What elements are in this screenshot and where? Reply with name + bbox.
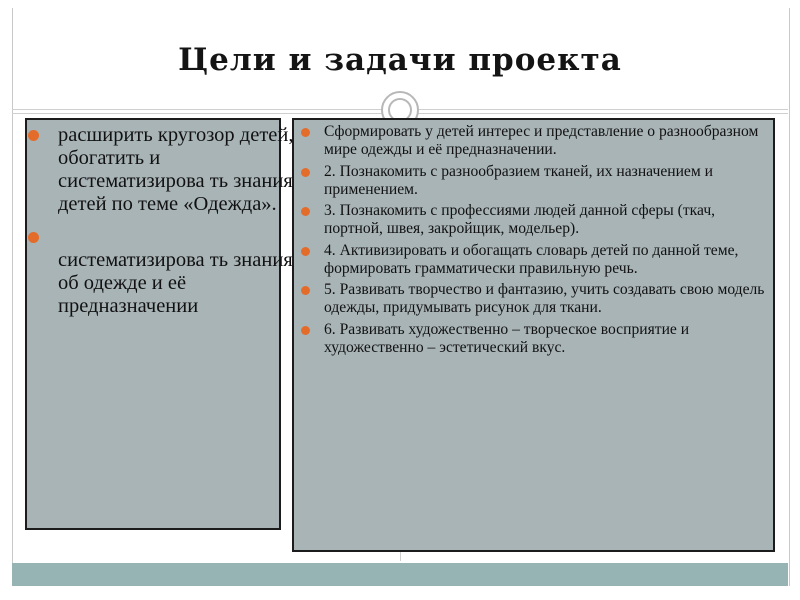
left-bullet-list — [25, 124, 295, 328]
slide-title: Цели и задачи проекта — [178, 42, 622, 78]
list-item-text: Сформировать у детей интерес и представление о разнообразном мире одежды и её предназначении. — [324, 123, 759, 158]
bullet-icon — [301, 326, 310, 335]
list-item-text: 6. Развивать художественно – творческое восприятие и художественно – эстетический вкус. — [324, 320, 690, 356]
list-item — [300, 242, 766, 278]
list-item — [25, 124, 295, 216]
list-item-text: 5. Развивать творчество и фантазию, учить создавать свою модель одежды, придумывать рисунок для ткани. — [324, 281, 765, 316]
list-item — [25, 226, 295, 318]
list-item-text: систематизирова ть знания об одежде и её предназначении — [58, 249, 293, 317]
bullet-icon — [301, 286, 310, 295]
list-item — [300, 321, 766, 357]
right-bullet-list — [300, 123, 766, 360]
bottom-band — [12, 563, 788, 586]
bullet-icon — [301, 128, 310, 137]
list-item — [300, 202, 766, 238]
list-item — [300, 163, 766, 199]
list-item-text: расширить кругозор детей, обогатить и систематизирова ть знания детей по теме «Одежда». — [58, 124, 294, 215]
bullet-icon — [301, 168, 310, 177]
bullet-icon — [301, 207, 310, 216]
list-item — [300, 123, 766, 159]
bullet-icon — [301, 247, 310, 256]
list-item — [300, 281, 766, 317]
empty-line — [58, 226, 295, 249]
list-item-text: 4. Активизировать и обогащать словарь детей по данной теме, формировать грамматически правильную речь. — [324, 241, 739, 277]
list-item-text: 2. Познакомить с разнообразием тканей, их назначением и применением. — [324, 162, 713, 198]
bullet-icon — [28, 232, 39, 243]
bullet-icon — [28, 130, 39, 141]
list-item-text: 3. Познакомить с профессиями людей данной сферы (ткач, портной, швея, закройщик, модельер). — [324, 202, 716, 237]
